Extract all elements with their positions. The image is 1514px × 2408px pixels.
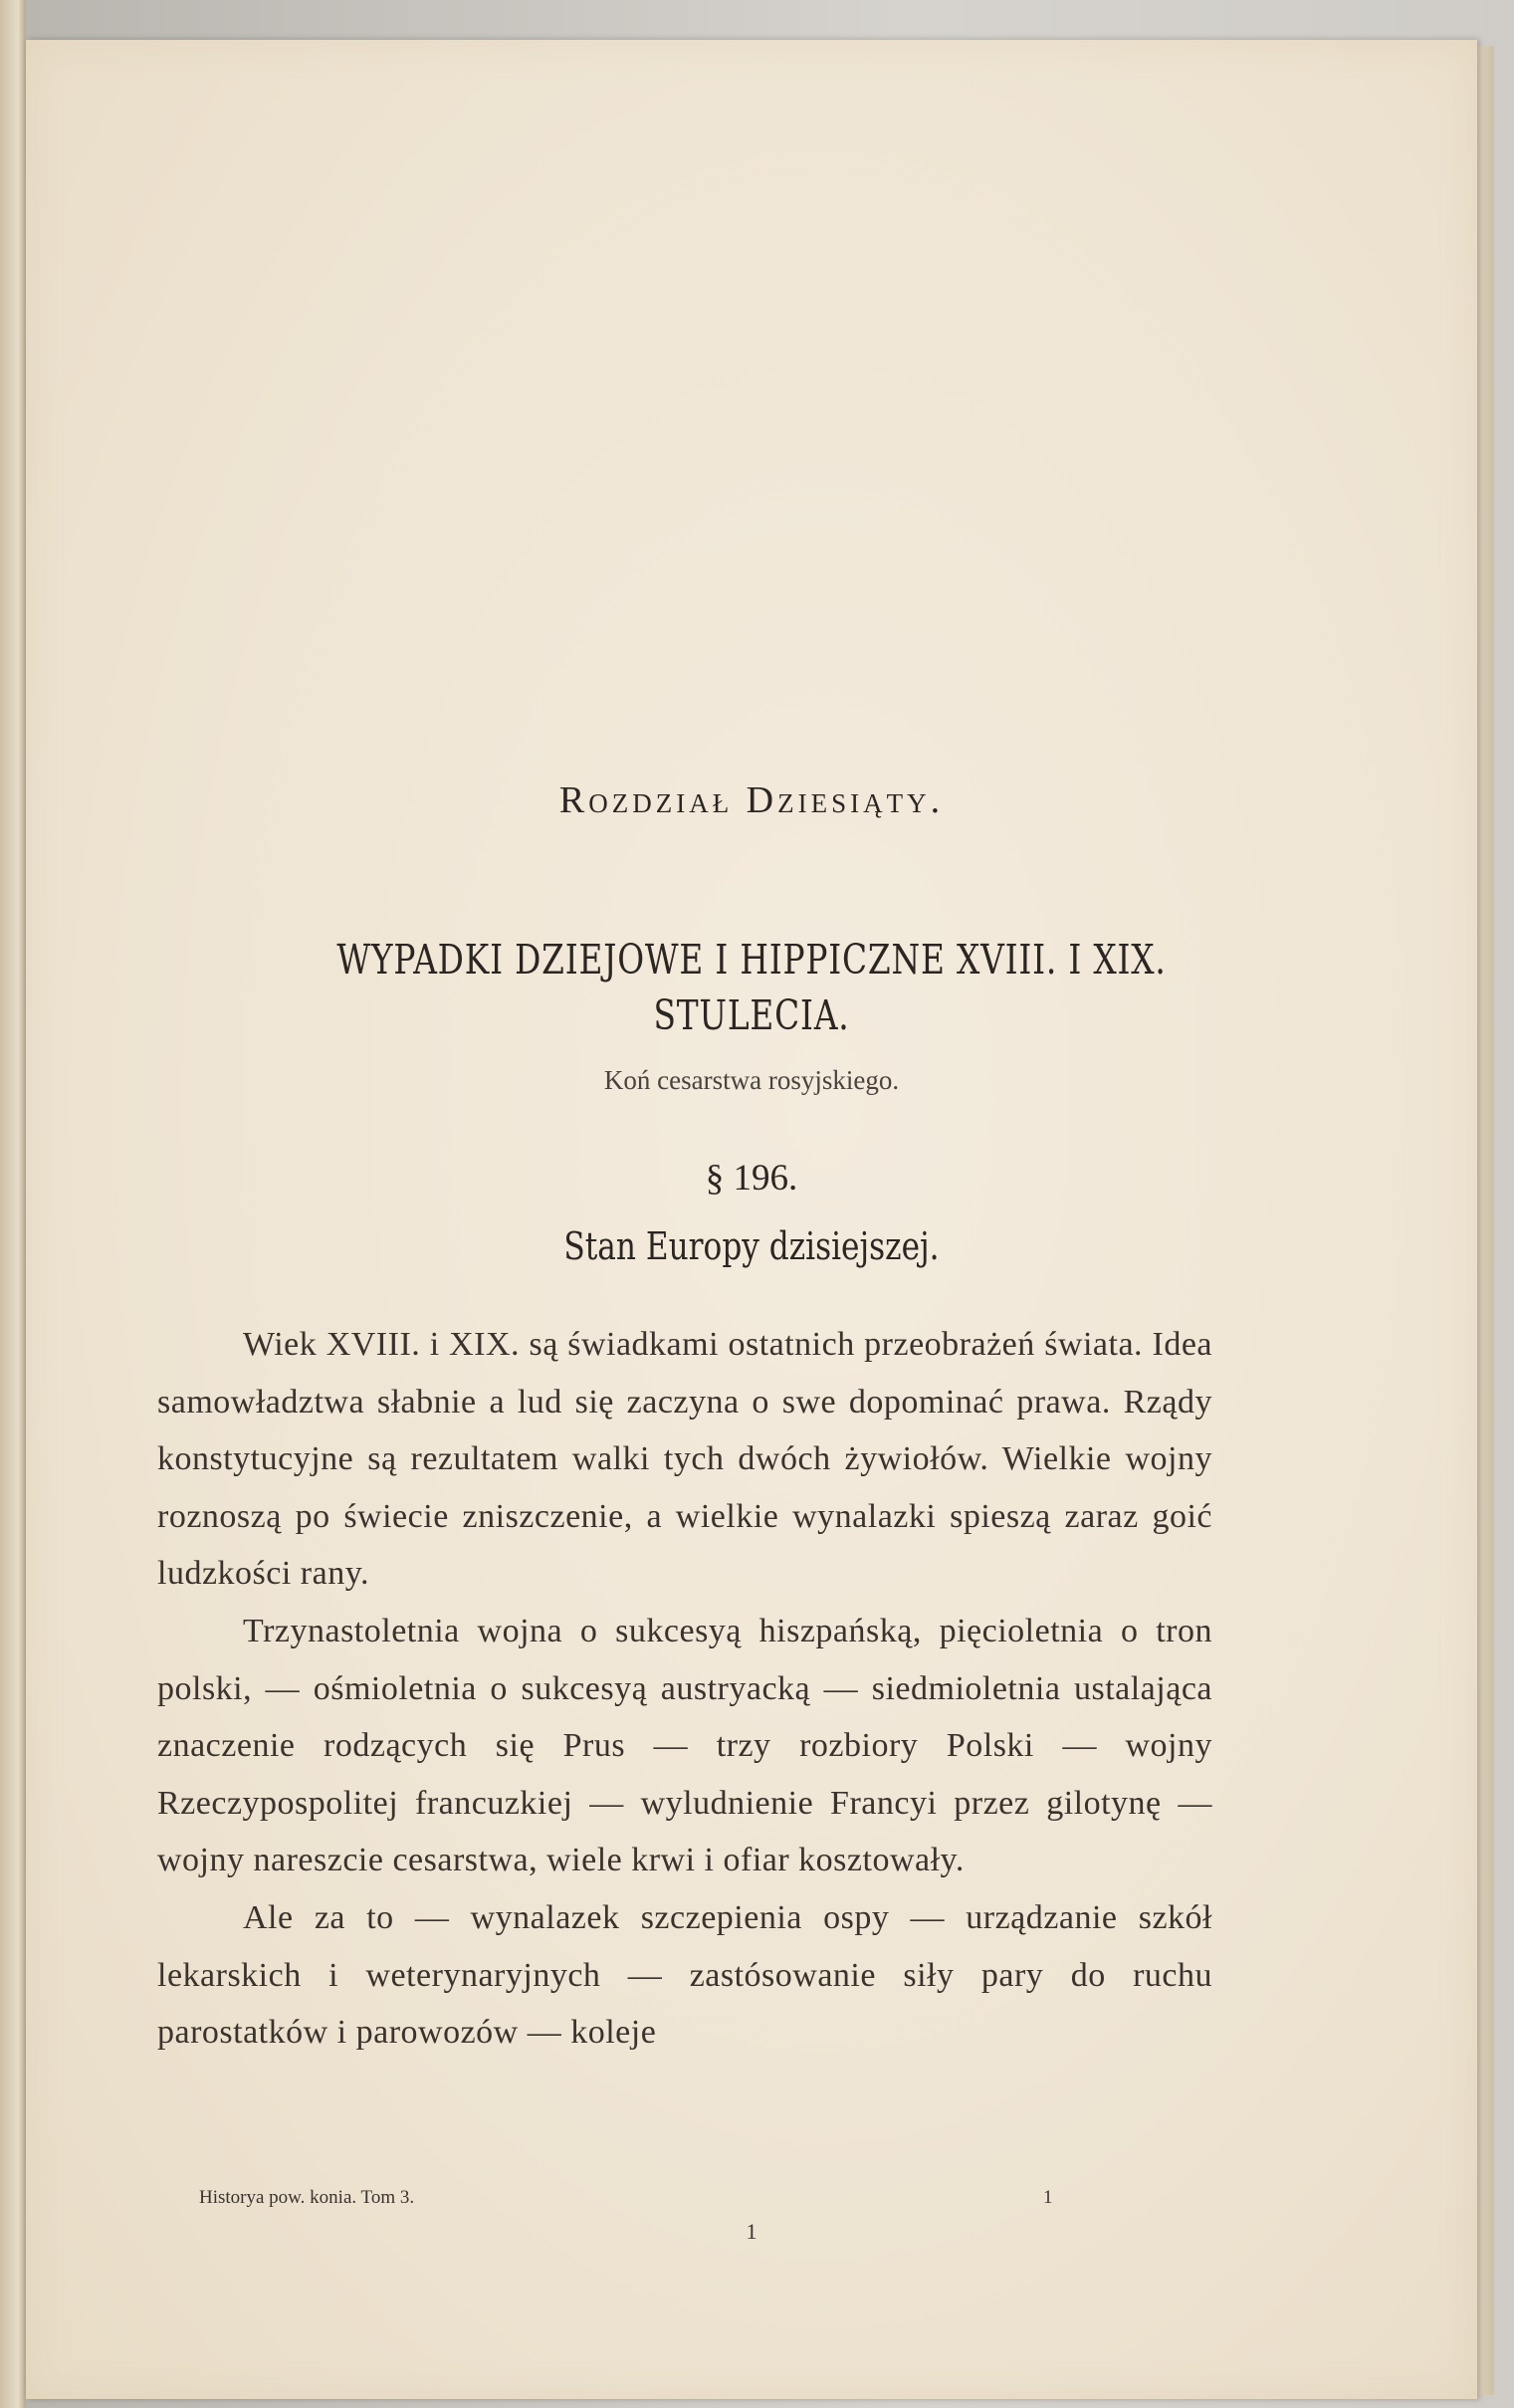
footer-signature: Historya pow. konia. Tom 3. bbox=[199, 2187, 415, 2208]
body-text bbox=[157, 1316, 1212, 2062]
paragraph-3: Ale za to — wynalazek szczepienia ospy — urządzanie szkół lekarskich i weterynaryjnych — zastósowanie siły pary do ruchu parostatków i parowozów — koleje bbox=[157, 1898, 1212, 2052]
page-number: 1 bbox=[746, 2219, 757, 2244]
chapter-subtitle-line-2: STULECIA. bbox=[653, 991, 850, 1039]
chapter-subtitle bbox=[171, 932, 1332, 1043]
chapter-subtitle-line-1: WYPADKI DZIEJOWE I HIPPICZNE XVIII. I XIX. bbox=[336, 936, 1167, 984]
chapter-subsubtitle: Koń cesarstwa rosyjskiego. bbox=[603, 1065, 900, 1095]
chapter-heading: Rozdział Dziesiąty. bbox=[558, 779, 945, 821]
section-number: § 196. bbox=[705, 1158, 798, 1199]
left-page-edge bbox=[0, 0, 26, 2408]
page-right-edge bbox=[1476, 46, 1494, 2395]
footer-sheet-mark: 1 bbox=[1043, 2187, 1053, 2208]
section-title: Stan Europy dzisiejszej. bbox=[563, 1224, 940, 1268]
paragraph-2: Trzynastoletnia wojna o sukcesyą hiszpańską, pięcioletnia o tron polski, — ośmioletnia o sukcesyą austryacką — siedmioletnia ustalająca znaczenie rodzących się Prus — trzy rozbiory Polski — wojny Rzeczypospolitej francuzkiej — wyludnienie Francyi przez gilotynę — wojny nareszcie cesarstwa, wiele krwi i ofiar kosztowały. bbox=[157, 1612, 1212, 1879]
book-page bbox=[26, 40, 1477, 2399]
paragraph-1: Wiek XVIII. i XIX. są świadkami ostatnich przeobrażeń świata. Idea samowładztwa słabnie a lud się zaczyna o swe dopominać prawa. Rządy konstytucyjne są rezultatem walki tych dwóch żywiołów. Wielkie wojny roznoszą po świecie zniszczenie, a wielkie wynalazki spieszą zaraz goić ludzkości rany. bbox=[157, 1326, 1212, 1593]
